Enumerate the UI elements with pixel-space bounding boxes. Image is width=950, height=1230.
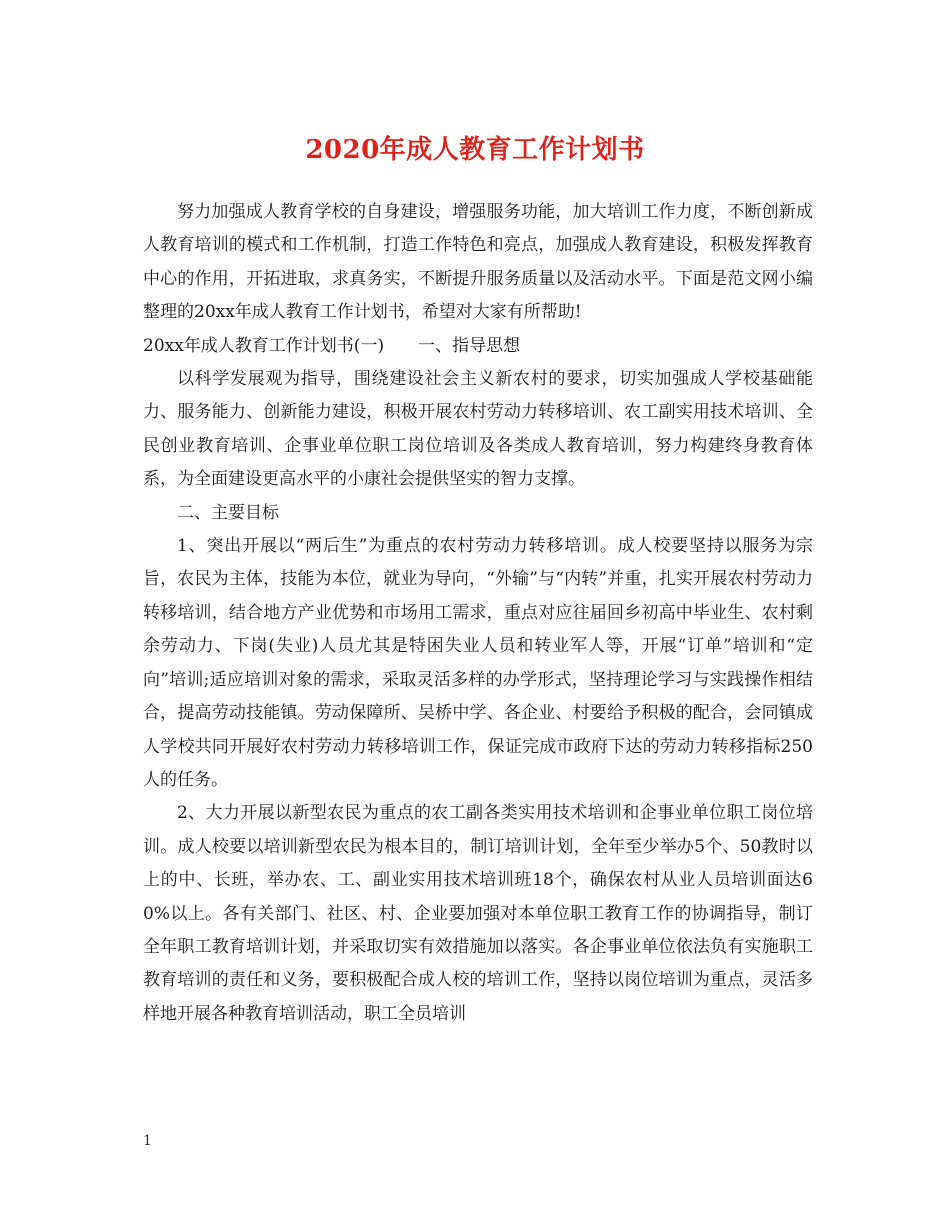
intro-continuation: 下面是范文网小编整理的20xx年成人教育工作计划书，希望对大家有所帮助!	[143, 268, 814, 323]
section1-paragraph: 以科学发展观为指导，围绕建设社会主义新农村的要求，切实加强成人学校基础能力、服务能力、创新能力建设，积极开展农村劳动力转移培训、农工副实用技术培训、全民创业教育培训、企事业单位职工岗位培训及各类成人教育培训，努力构建终身教育体系，为全面建设更高水平的小康社会提供坚实的智力支撑。	[143, 369, 813, 490]
document-title: 2020年成人教育工作计划书	[305, 135, 645, 165]
page-number: 1	[143, 1133, 152, 1149]
intro-paragraph	[143, 196, 813, 330]
section1-heading: 一、指导思想	[418, 335, 521, 356]
item1-paragraph: 1、突出开展以“两后生”为重点的农村劳动力转移培训。成人校要坚持以服务为宗旨，农民为主体，技能为本位，就业为导向，“外输”与“内转”并重，扎实开展农村劳动力转移培训，结合地方产业优势和市场用工需求，重点对应往届回乡初高中毕业生、农村剩余劳动力、下岗(失业)人员尤其是特困失业人员和转业军人等，开展“订单”培训和“定向”培训;适应培训对象的需求，采取灵活多样的办学形式，坚持理论学习与实践操作相结合，提高劳动技能镇。劳动保障所、吴桥中学、各企业、村要给予积极的配合，会同镇成人学校共同开展好农村劳动力转移培训工作，保证完成市政府下达的劳动力转移指标250人的任务。	[143, 536, 813, 790]
section2-heading: 二、主要目标	[177, 502, 279, 523]
plan-heading-line	[143, 330, 813, 363]
item2-paragraph: 2、大力开展以新型农民为重点的农工副各类实用技术培训和企事业单位职工岗位培训。成人校要以培训新型农民为根本目的，制订培训计划，全年至少举办5个、50教时以上的中、长班，举办农、工、副业实用技术培训班18个，确保农村从业人员培训面达60%以上。各有关部门、社区、村、企业要加强对本单位职工教育工作的协调指导，制订全年职工教育培训计划，并采取切实有效措施加以落实。各企事业单位依法负有实施职工教育培训的责任和义务，要积极配合成人校的培训工作，坚持以岗位培训为重点，灵活多样地开展各种教育培训活动，职工全员培训	[143, 803, 813, 1024]
document-body	[143, 196, 813, 1031]
intro-text: 努力加强成人教育学校的自身建设，增强服务功能，加大培训工作力度，不断创新成人教育培训的模式和工作机制，打造工作特色和亮点，加强成人教育建设，积极发挥教育中心的作用，开拓进取，求真务实，不断提升服务质量以及活动水平。	[143, 202, 813, 289]
plan-heading: 20xx年成人教育工作计划书(一)	[143, 335, 385, 356]
